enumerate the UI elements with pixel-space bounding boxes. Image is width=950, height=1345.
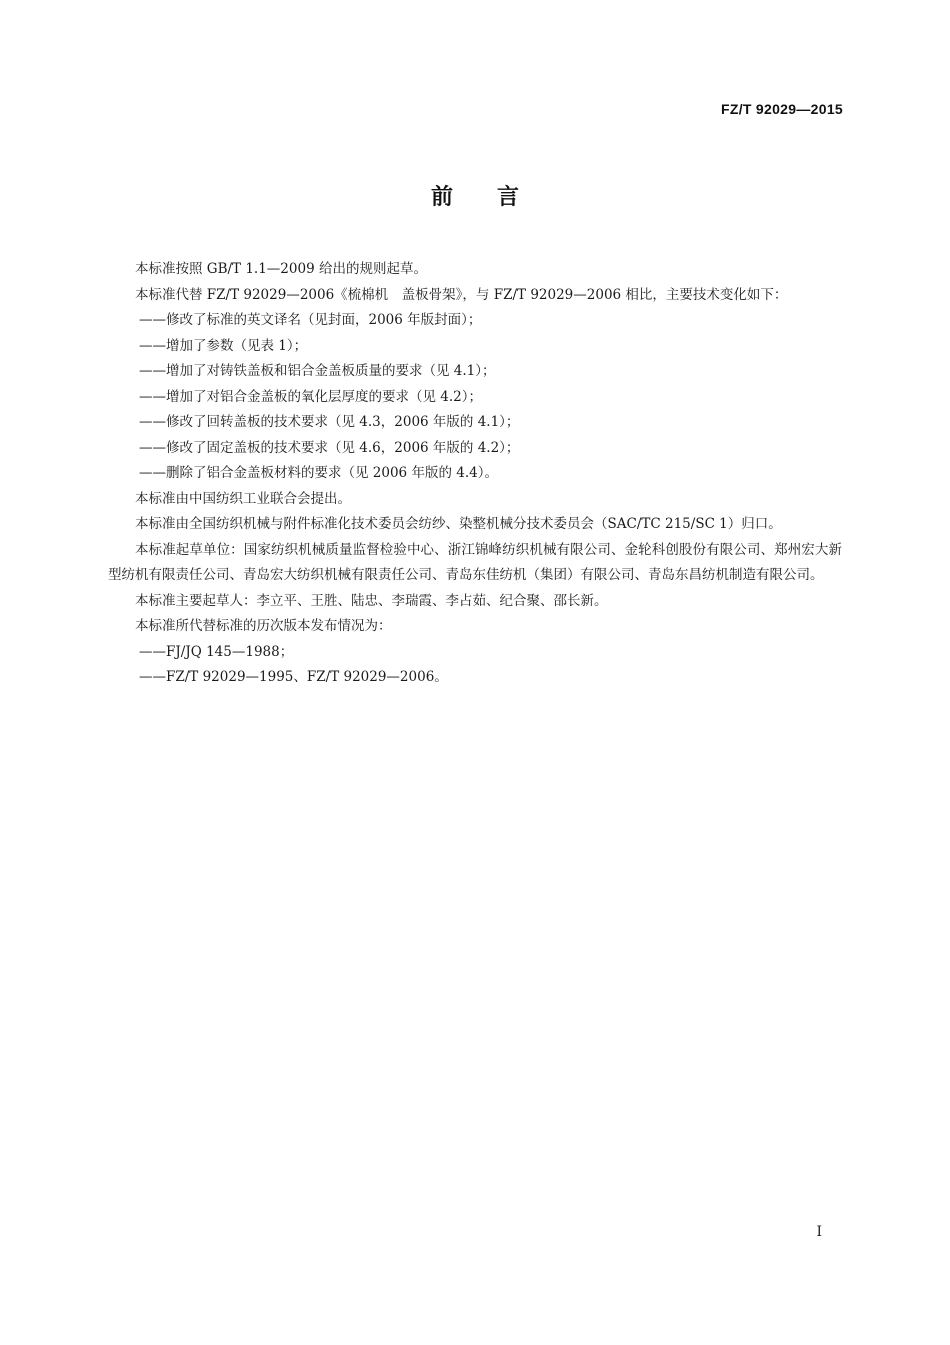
list-item: ——增加了对铸铁盖板和铝合金盖板质量的要求（见 4.1）； <box>139 363 496 379</box>
paragraph: 本标准代替 FZ/T 92029—2006《梳棉机 盖板骨架》，与 FZ/T 92029—2006 相比，主要技术变化如下： <box>135 286 788 303</box>
paragraph: 本标准主要起草人：李立平、王胜、陆忠、李瑞霞、李占茹、纪合聚、邵长新。 <box>135 592 608 609</box>
list-item: ——FJ/JQ 145—1988； <box>139 643 294 660</box>
list-item: ——增加了参数（见表 1）； <box>139 337 308 354</box>
paragraph: 本标准由全国纺织机械与附件标准化技术委员会纺纱、染整机械分技术委员会（SAC/TC 215/SC 1）归口。 <box>135 516 782 532</box>
list-item: ——修改了标准的英文译名（见封面，2006 年版封面）； <box>139 312 482 328</box>
list-item: ——删除了铝合金盖板材料的要求（见 2006 年版的 4.4）。 <box>139 465 498 481</box>
paragraph: 本标准按照 GB/T 1.1—2009 给出的规则起草。 <box>135 261 427 277</box>
paragraph: 本标准所代替标准的历次版本发布情况为： <box>135 618 392 634</box>
paragraph: 本标准起草单位：国家纺织机械质量监督检验中心、浙江锦峰纺织机械有限公司、金轮科创股份有限公司、郑州宏大新型纺机有限责任公司、青岛宏大纺织机械有限责任公司、青岛东佳纺机（集团）有限公司、青岛东昌纺机制造有限公司。 <box>108 541 842 583</box>
foreword-body <box>108 257 842 691</box>
standard-code: FZ/T 92029—2015 <box>720 101 843 117</box>
list-item: ——FZ/T 92029—1995、FZ/T 92029—2006。 <box>139 669 448 685</box>
page-number: I <box>816 1224 822 1240</box>
page-title: 前言 <box>430 185 563 210</box>
list-item: ——修改了固定盖板的技术要求（见 4.6，2006 年版的 4.2）； <box>139 439 520 456</box>
list-item: ——增加了对铝合金盖板的氧化层厚度的要求（见 4.2）； <box>139 388 483 405</box>
paragraph: 本标准由中国纺织工业联合会提出。 <box>135 490 351 507</box>
list-item: ——修改了回转盖板的技术要求（见 4.3，2006 年版的 4.1）； <box>139 414 520 430</box>
